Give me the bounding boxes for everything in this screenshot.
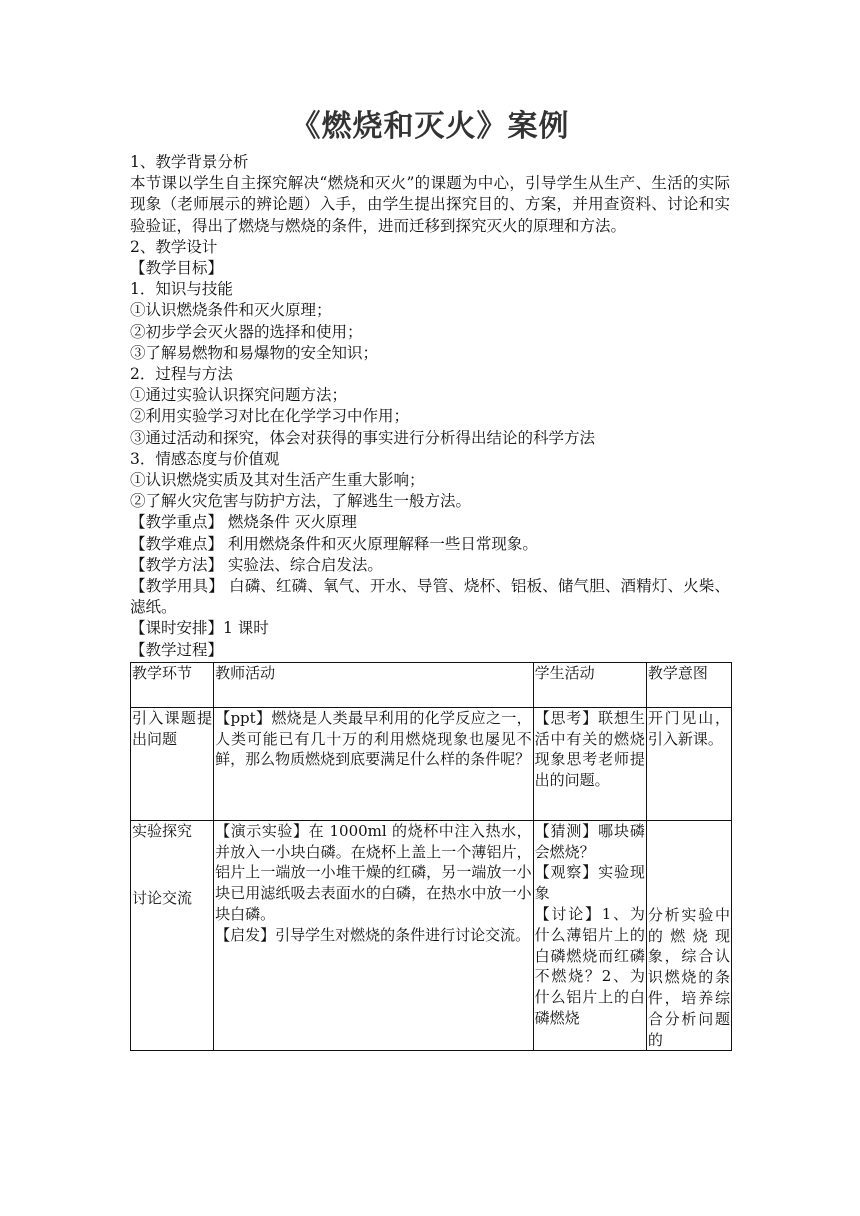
list-item: ③了解易燃物和易爆物的安全知识；: [130, 343, 379, 362]
list-item: ②利用实验学习对比在化学学习中作用；: [130, 407, 410, 426]
intent-text: 开门见山，引入新课。: [647, 708, 730, 748]
teacher-cell: [214, 820, 534, 1051]
table-row: [131, 707, 732, 820]
header-cell: 学生活动: [533, 662, 646, 707]
subsection-heading: 1．知识与技能: [130, 280, 233, 299]
stage-text: 实验探究: [132, 821, 193, 840]
list-item: ②了解火灾危害与防护方法，了解逃生一般方法。: [130, 492, 472, 511]
teaching-process-table: [130, 662, 732, 1052]
teacher-text: 【ppt】燃烧是人类最早利用的化学反应之一，人类可能已有几十万的利用燃烧现象也屡见不鲜，那么物质燃烧到底要满足什么样的条件呢？: [215, 708, 532, 769]
teacher-cell: [214, 707, 534, 820]
list-item: ①通过实验认识探究问题方法；: [130, 386, 348, 405]
header-cell: 教师活动: [214, 662, 534, 707]
student-text: 【猜测】哪块磷会燃烧？: [534, 821, 645, 861]
schedule: 【课时安排】1 课时: [130, 619, 269, 638]
section-heading: 1、教学背景分析: [130, 153, 249, 171]
student-text: 【观察】实验现象: [534, 863, 645, 903]
intent-text: 分析实验中的燃烧现象，综合认识燃烧的条件，培养综合分析问题的: [647, 905, 730, 1049]
list-item: ③通过活动和探究，体会对获得的事实进行分析得出结论的科学方法: [130, 428, 596, 447]
table-header-row: [131, 662, 732, 707]
student-cell: [533, 820, 646, 1051]
document-title: 《燃烧和灭火》案例: [290, 109, 570, 144]
table-row: [131, 820, 732, 1051]
process-label: 【教学过程】: [130, 640, 224, 659]
objectives-label: 【教学目标】: [130, 259, 224, 278]
list-item: ①认识燃烧实质及其对生活产生重大影响；: [130, 471, 425, 490]
teaching-tools: 【教学用具】 白磷、红磷、氧气、开水、导管、烧杯、铝板、储气胆、酒精灯、火柴、滤纸。: [130, 577, 730, 617]
section-heading: 2、教学设计: [130, 237, 218, 256]
stage-cell: [131, 707, 214, 820]
header-cell: 教学环节: [131, 662, 214, 707]
key-point: 【教学重点】 燃烧条件 灭火原理: [130, 513, 357, 532]
list-item: ②初步学会灭火器的选择和使用；: [130, 322, 363, 341]
student-cell: [533, 707, 646, 820]
stage-cell: [131, 820, 214, 1051]
intent-cell: [646, 820, 731, 1051]
document-page: [130, 104, 730, 1051]
header-cell: 教学意图: [646, 662, 731, 707]
background-paragraph: 本节课以学生自主探究解决“燃烧和灭火”的课题为中心，引导学生从生产、生活的实际现象（老师展示的辨论题）入手，由学生提出探究目的、方案，并用查资料、讨论和实验验证，得出了燃烧与燃烧的条件，进而迁移到探究灭火的原理和方法。: [130, 174, 730, 235]
subsection-heading: 2．过程与方法: [130, 365, 233, 384]
stage-text: 引入课题提出问题: [132, 708, 213, 748]
stage-text: 讨论交流: [132, 888, 193, 907]
teacher-text: 【启发】引导学生对燃烧的条件进行讨论交流。: [215, 925, 531, 944]
teacher-text: 【演示实验】在 1000ml 的烧杯中注入热水，并放入一小块白磷。在烧杯上盖上一个薄铝片，铝片上一端放一小堆干燥的红磷，另一端放一小块已用滤纸吸去表面水的白磷，在热水中放一小块白磷。: [215, 821, 532, 924]
teaching-method: 【教学方法】 实验法、综合启发法。: [130, 555, 383, 574]
difficulty: 【教学难点】 利用燃烧条件和灭火原理解释一些日常现象。: [130, 534, 538, 553]
student-text: 【思考】联想生活中有关的燃烧现象思考老师提出的问题。: [534, 708, 645, 790]
list-item: ①认识燃烧条件和灭火原理；: [130, 301, 332, 320]
subsection-heading: 3．情感态度与价值观: [130, 449, 280, 468]
intent-cell: [646, 707, 731, 820]
student-text: 【讨论】1、为什么薄铝片上的白磷燃烧而红磷不燃烧？2、为什么铝片上的白磷燃烧: [534, 905, 645, 1028]
